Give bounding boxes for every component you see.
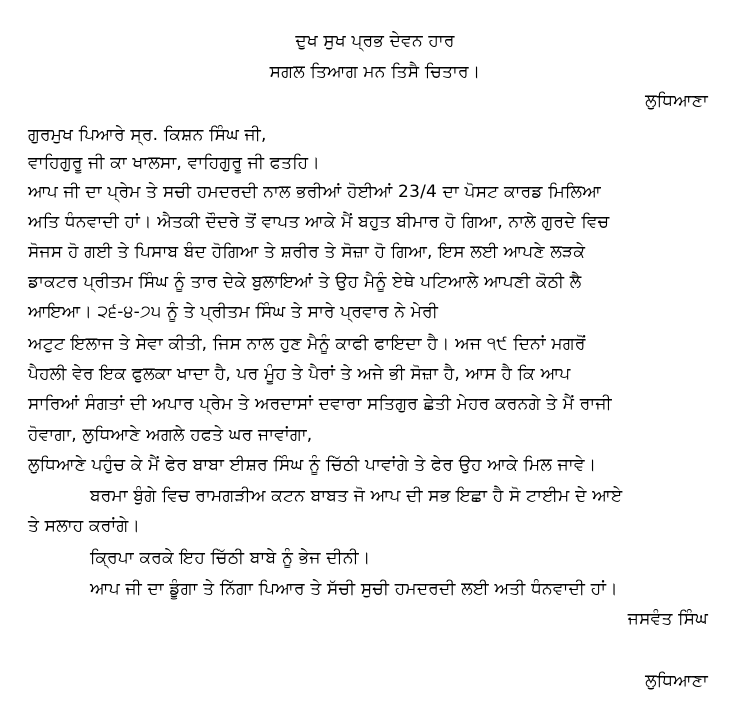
body-line: ਸਾਰਿਆਂ ਸੰਗਤਾਂ ਦੀ ਅਪਾਰ ਪ੍ਰੇਮ ਤੇ ਅਰਦਾਸਾਂ ਦਵਾਰਾ ਸਤਿਗੁਰ ਛੇਤੀ ਮੇਹਰ ਕਰਨਗੇ ਤੇ ਮੈਂ ਰਾਜੀ [28,394,612,414]
body-line: ਡਾਕਟਰ ਪ੍ਰੀਤਮ ਸਿੰਘ ਨੂੰ ਤਾਰ ਦੇਕੇ ਬੁਲਾਇਆਂ ਤੇ ਉਹ ਮੈਨੂੰ ਏਥੇ ਪਟਿਆਲੇ ਆਪਣੀ ਕੋਠੀ ਲੈ [28,272,582,292]
body-line: ਅਟੁਟ ਇਲਾਜ ਤੇ ਸੇਵਾ ਕੀਤੀ, ਜਿਸ ਨਾਲ ਹੁਣ ਮੈਨੂੰ ਕਾਫੀ ਫਾਇਦਾ ਹੈ। ਅਜ ੧੯ ਦਿਨਾਂ ਮਗਰੋਂ [28,334,586,354]
place-top: ਲੁਧਿਆਣਾ [645,91,708,111]
greeting: ਵਾਹਿਗੁਰੂ ਜੀ ਕਾ ਖਾਲਸਾ, ਵਾਹਿਗੁਰੂ ਜੀ ਫਤਹਿ। [28,153,320,173]
body-line: ਅਤਿ ਧੰਨਵਾਦੀ ਹਾਂ। ਐਤਕੀ ਦੌਦਰੇ ਤੋਂ ਵਾਪਤ ਆਕੇ ਮੈਂ ਬਹੁਤ ਬੀਮਾਰ ਹੋ ਗਿਆ, ਨਾਲੇ ਗੁਰਦੇ ਵਿਚ [28,212,610,232]
body-line: ਆਪ ਜੀ ਦਾ ਪ੍ਰੇਮ ਤੇ ਸਚੀ ਹਮਦਰਦੀ ਨਾਲ ਭਰੀਆਂ ਹੋਈਆਂ 23/4 ਦਾ ਪੋਸਟ ਕਾਰਡ ਮਿਲਿਆ [28,182,601,202]
body-line: ਪੈਹਲੀ ਵੇਰ ਇਕ ਫੁਲਕਾ ਖਾਦਾ ਹੈ, ਪਰ ਮੂੰਹ ਤੇ ਪੈਰਾਂ ਤੇ ਅਜੇ ਭੀ ਸੋਜ਼ਾ ਹੈ, ਆਸ ਹੈ ਕਿ ਆਪ [28,364,571,384]
body-line: ਸੋਜਸ ਹੋ ਗਈ ਤੇ ਪਿਸਾਬ ਬੰਦ ਹੋਗਿਆ ਤੇ ਸ਼ਰੀਰ ਤੇ ਸੋਜ਼ਾ ਹੋ ਗਿਆ, ਇਸ ਲਈ ਆਪਣੇ ਲੜਕੇ [28,242,586,262]
heading-line-1: ਦੁਖ ਸੁਖ ਪ੍ਰਭ ਦੇਵਨ ਹਾਰ [295,31,455,51]
body-line: ਬਰਮਾ ਬੁੰਗੇ ਵਿਚ ਰਾਮਗੜੀਅ ਕਟਨ ਬਾਬਤ ਜੋ ਆਪ ਦੀ ਸਭ ਇਛਾ ਹੈ ਸੋ ਟਾਈਮ ਦੇ ਆਏ [90,486,623,506]
place-bottom: ਲੁਧਿਆਣਾ [645,671,708,691]
body-line: ਆਪ ਜੀ ਦਾ ਡੂੰਗਾ ਤੇ ਨਿੱਗਾ ਪਿਆਰ ਤੇ ਸੱਚੀ ਸੁਚੀ ਹਮਦਰਦੀ ਲਈ ਅਤੀ ਧੰਨਵਾਦੀ ਹਾਂ। [90,579,618,599]
body-line: ਕ੍ਰਿਪਾ ਕਰਕੇ ਇਹ ਚਿੱਠੀ ਬਾਬੇ ਨੂੰ ਭੇਜ ਦੀਨੀ। [90,548,371,568]
heading-line-2: ਸਗਲ ਤਿਆਗ ਮਨ ਤਿਸੈ ਚਿਤਾਰ। [269,62,481,82]
body-line: ਤੇ ਸਲਾਹ ਕਰਾਂਗੇ। [28,516,141,536]
salutation: ਗੁਰਮੁਖ ਪਿਆਰੇ ਸ੍ਰ. ਕਿਸ਼ਨ ਸਿੰਘ ਜੀ, [28,125,267,145]
body-line: ਹੋਵਾਗਾ, ਲੁਧਿਆਣੇ ਅਗਲੇ ਹਫਤੇ ਘਰ ਜਾਵਾਂਗਾ, [28,425,313,445]
body-line: ਆਇਆ। ੨੬-੪-੭੫ ਨੂੰ ਤੇ ਪ੍ਰੀਤਮ ਸਿੰਘ ਤੇ ਸਾਰੇ ਪ੍ਰਵਾਰ ਨੇ ਮੇਰੀ [28,302,439,322]
body-line: ਲੁਧਿਆਣੇ ਪਹੁੰਚ ਕੇ ਮੈਂ ਫੇਰ ਬਾਬਾ ਈਸ਼ਰ ਸਿੰਘ ਨੂੰ ਚਿੱਠੀ ਪਾਵਾਂਗੇ ਤੇ ਫੇਰ ਉਹ ਆਕੇ ਮਿਲ ਜਾਵੇ। [28,455,597,475]
signature: ਜਸਵੰਤ ਸਿੰਘ [627,609,708,629]
